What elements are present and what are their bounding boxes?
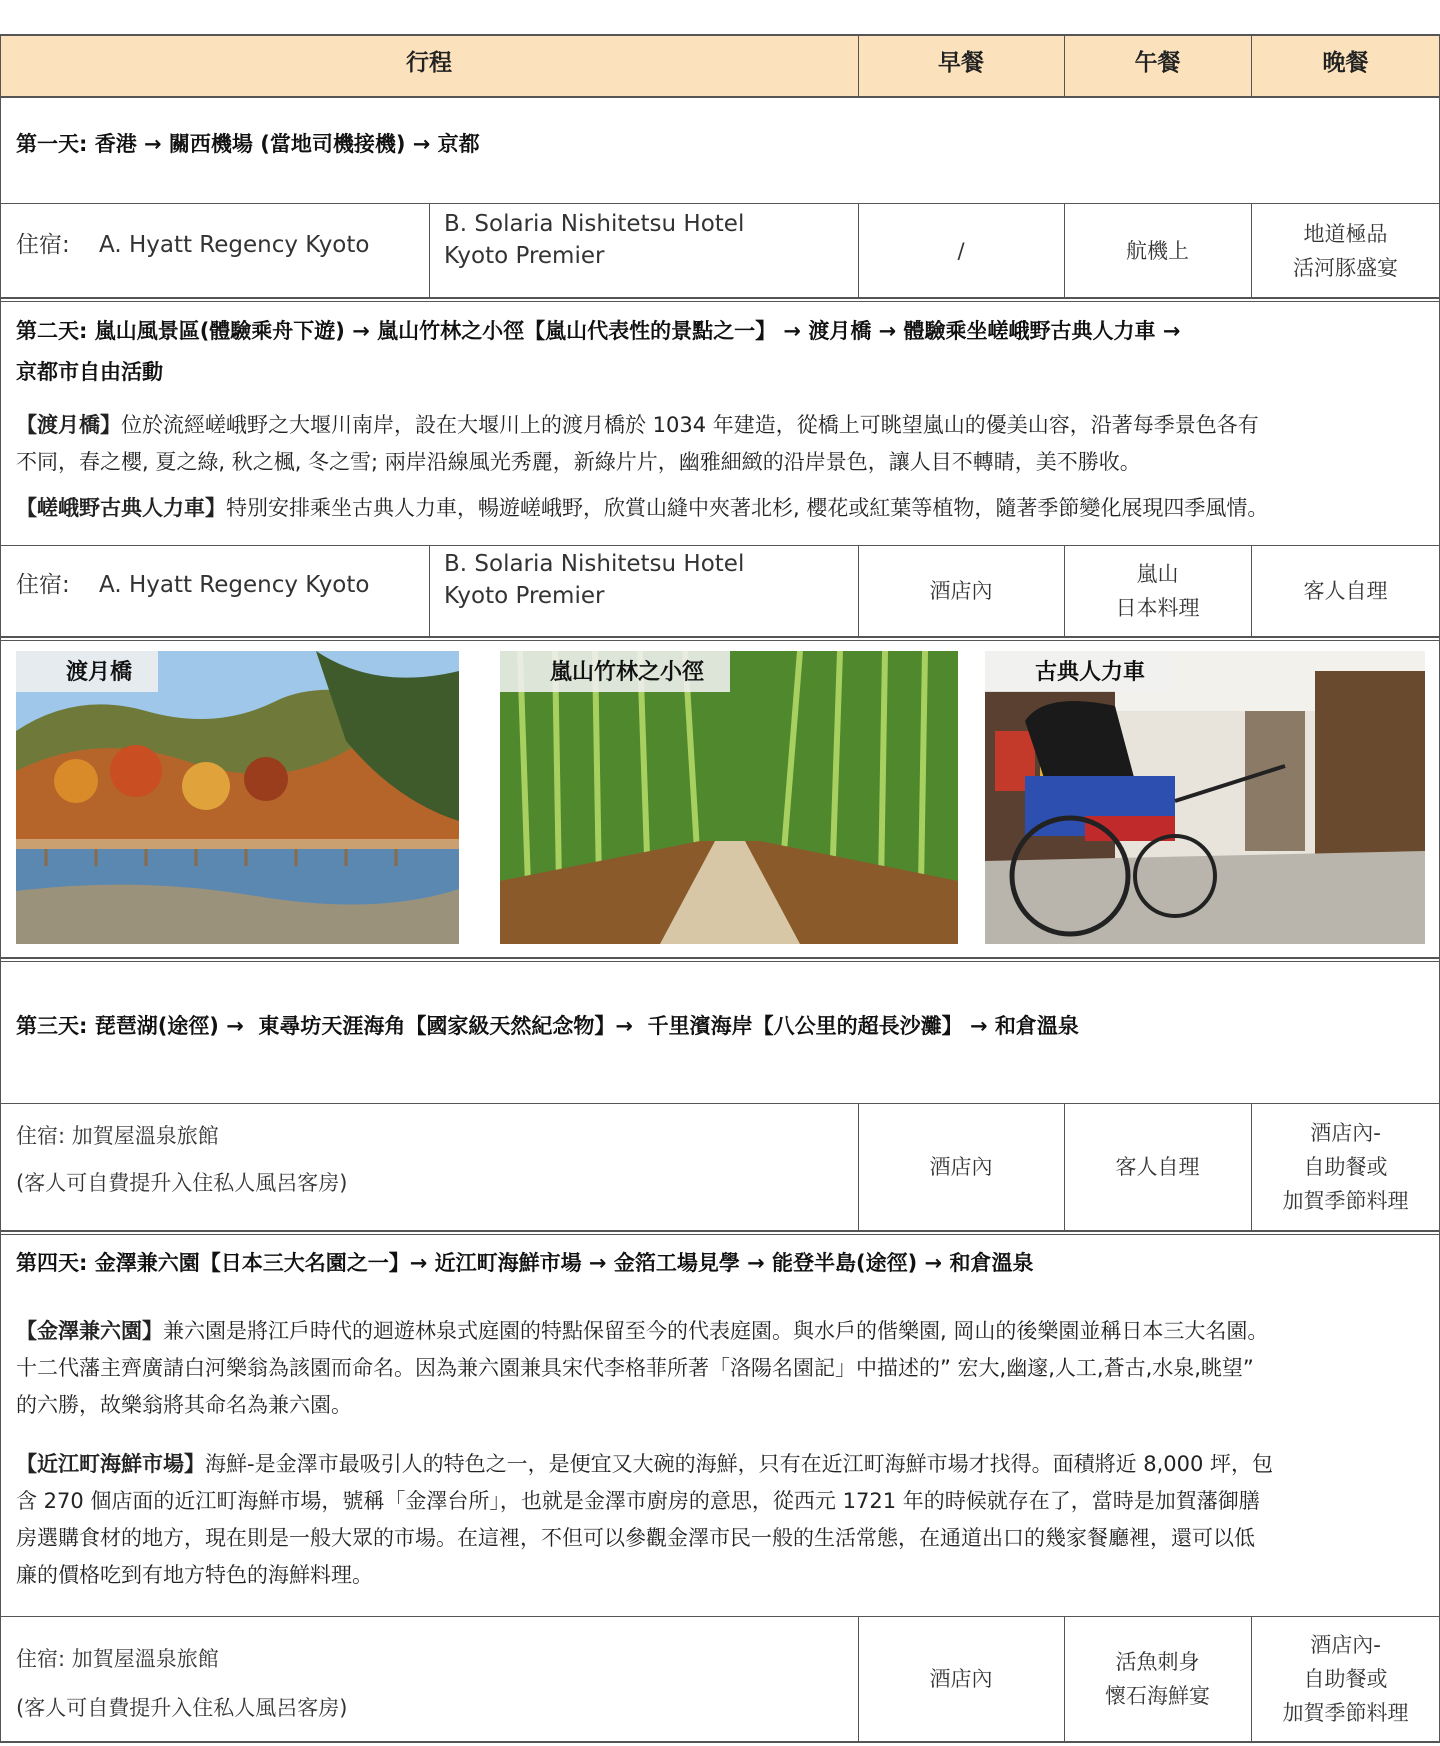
- day1-hotel-b-line1: B. Solaria Nishitetsu Hotel: [444, 211, 745, 237]
- day2-paragraph-rickshaw: [16, 490, 1426, 527]
- day2-hotel-a: 住宿: A. Hyatt Regency Kyoto: [16, 572, 370, 598]
- day2-p2-line1: 特別安排乘坐古典人力車，暢遊嵯峨野，欣賞山縫中夾著北杉, 櫻花或紅葉等植物，隨著季節變化展現四季風情。: [226, 496, 1269, 520]
- day2-p2-head: 【嵯峨野古典人力車】: [16, 496, 226, 520]
- day2-hotel-b-line1: B. Solaria Nishitetsu Hotel: [444, 551, 745, 577]
- day4-lunch: 活魚刺身 懷石海鮮宴: [1105, 1650, 1210, 1708]
- day4-hotel: 住宿: 加賀屋溫泉旅館: [16, 1647, 219, 1671]
- day4-p1-line1: 兼六園是將江戶時代的迴遊林泉式庭園的特點保留至今的代表庭園。與水戶的偕樂園, 岡山的後樂園並稱日本三大名園。: [163, 1319, 1269, 1343]
- day4-p1-line3: 的六勝，故樂翁將其命名為兼六園。: [16, 1393, 352, 1417]
- day2-title-line2: 京都市自由活動: [16, 360, 163, 384]
- header-itinerary: 行程: [406, 50, 452, 76]
- day1-hotel-a: 住宿: A. Hyatt Regency Kyoto: [16, 232, 370, 258]
- day2-title-line1: 第二天: 嵐山風景區(體驗乘舟下遊) → 嵐山竹林之小徑【嵐山代表性的景點之一】 → 渡月橋 → 體驗乘坐嵯峨野古典人力車 →: [16, 319, 1181, 343]
- day3-lunch: 客人自理: [1115, 1155, 1200, 1179]
- day2-paragraph-bridge: [16, 407, 1426, 481]
- day4-p1-head: 【金澤兼六園】: [16, 1319, 163, 1343]
- day4-dinner: 酒店內- 自助餐或 加賀季節料理: [1282, 1633, 1409, 1725]
- day4-paragraph-kenrokuen: [16, 1313, 1426, 1424]
- photo-label-bamboo: 嵐山竹林之小徑: [500, 651, 730, 692]
- day4-p2-line2: 含 270 個店面的近江町海鮮市場，號稱「金澤台所」，也就是金澤市廚房的意思，從西元 1721 年的時候就存在了，當時是加賀藩御膳: [16, 1489, 1260, 1513]
- day1-hotel-b-line2: Kyoto Premier: [444, 243, 605, 269]
- day2-lunch: 嵐山 日本料理: [1115, 562, 1200, 620]
- header-lunch: 午餐: [1134, 50, 1181, 76]
- day2-hotel-b-line2: Kyoto Premier: [444, 583, 605, 609]
- day4-breakfast: 酒店內: [929, 1667, 993, 1691]
- photo-label-rickshaw: 古典人力車: [985, 651, 1171, 692]
- day1-title: 第一天: 香港 → 關西機場 (當地司機接機) → 京都: [16, 132, 480, 156]
- day3-hotel-note: (客人可自費提升入住私人風呂客房): [16, 1171, 348, 1195]
- day1-dinner: 地道極品 活河豚盛宴: [1293, 221, 1398, 280]
- header-breakfast: 早餐: [938, 50, 984, 76]
- day3-breakfast: 酒店內: [929, 1155, 993, 1179]
- day2-p1-head: 【渡月橋】: [16, 413, 121, 437]
- day1-lunch: 航機上: [1126, 238, 1189, 263]
- day3-title: 第三天: 琵琶湖(途徑) → 東尋坊天涯海角【國家級天然紀念物】→ 千里濱海岸【八公里的超長沙灘】 → 和倉溫泉: [16, 1014, 1079, 1038]
- day2-dinner: 客人自理: [1303, 579, 1388, 603]
- day4-title: 第四天: 金澤兼六園【日本三大名園之一】→ 近江町海鮮市場 → 金箔工場見學 → 能登半島(途徑) → 和倉溫泉: [16, 1251, 1034, 1275]
- day4-p2-line4: 廉的價格吃到有地方特色的海鮮料理。: [16, 1563, 373, 1587]
- bridge-photo: [16, 651, 459, 944]
- rickshaw-photo: [985, 651, 1425, 944]
- day3-hotel: 住宿: 加賀屋溫泉旅館: [16, 1124, 219, 1148]
- photo-label-bridge: 渡月橋: [16, 651, 158, 692]
- day4-p2-head: 【近江町海鮮市場】: [16, 1452, 205, 1476]
- day2-p1-line2: 不同，春之櫻, 夏之綠, 秋之楓, 冬之雪; 兩岸沿線風光秀麗，新綠片片，幽雅細緻的沿岸景色，讓人目不轉睛，美不勝收。: [16, 450, 1141, 474]
- day4-p2-line3: 房選購食材的地方，現在則是一般大眾的市場。在這裡，不但可以參觀金澤市民一般的生活常態，在通道出口的幾家餐廳裡，還可以低: [16, 1526, 1255, 1550]
- day4-p1-line2: 十二代藩主齊廣請白河樂翁為該園而命名。因為兼六園兼具宋代李格菲所著「洛陽名園記」中描述的” 宏大,幽邃,人工,蒼古,水泉,眺望”: [16, 1356, 1254, 1380]
- day1-breakfast: /: [957, 238, 965, 263]
- day4-p2-line1: 海鮮-是金澤市最吸引人的特色之一，是便宜又大碗的海鮮，只有在近江町海鮮市場才找得。面積將近 8,000 坪，包: [205, 1452, 1274, 1476]
- bamboo-photo: [500, 651, 958, 944]
- header-dinner: 晚餐: [1322, 50, 1369, 76]
- day4-hotel-note: (客人可自費提升入住私人風呂客房): [16, 1696, 348, 1720]
- day2-breakfast: 酒店內: [929, 579, 993, 603]
- day2-p1-line1: 位於流經嵯峨野之大堰川南岸，設在大堰川上的渡月橋於 1034 年建造，從橋上可眺望嵐山的優美山容，沿著每季景色各有: [121, 413, 1259, 437]
- day3-dinner: 酒店內- 自助餐或 加賀季節料理: [1282, 1121, 1409, 1213]
- day4-paragraph-market: [16, 1446, 1426, 1594]
